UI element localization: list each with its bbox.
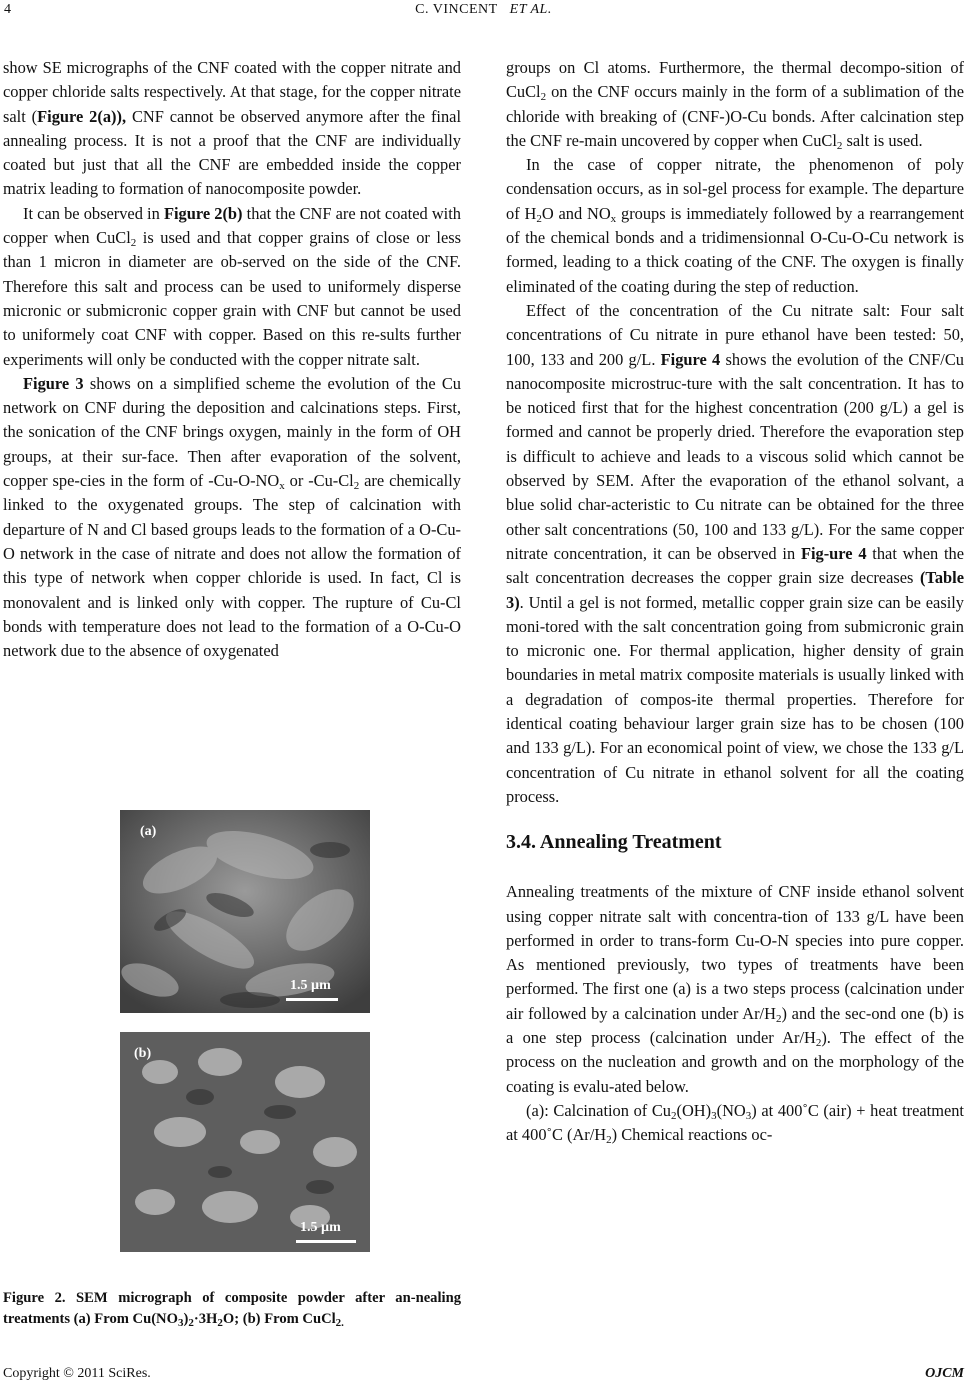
right-paragraph-3: Effect of the concentration of the Cu nitrate salt: Four salt concentrations of Cu nitrate in pure ethanol have been tested: 50, 100, 133 and 200 g/L. Figure 4 shows the evolution of the CNF/Cu nanocomposite microstruc-ture with the salt concentration. It has to be noticed first that for the highest concentration (200 g/L) a gel is formed and cannot be properly dried. Therefore the evaporation step is difficult to achieve and leads to a viscous solid which cannot be observed by SEM. After the evaporation of the ethanol solvant, a blue solid char-acteristic to Cu nitrate can be obtained for the three other salt concentrations (50, 100 and 133 g/L). For the same copper nitrate concentration, it can be observed in Fig-ure 4 that when the salt concentration decreases the copper grain size decreases (Table 3). Until a gel is not formed, metallic copper grain size can be easily moni-tored with the salt concentration going from submicronic grain to micronic one. For thermal application, higher density of grain boundaries in metal matrix composite materials is usually linked with a degradation of compos-ite thermal properties. Therefore for identical coating behaviour larger grain size has to be chosen (100 and 133 g/L). For an economical point of view, we chose the 133 g/L concentration of Cu nitrate in ethanol solvent for all the coating process. — [506, 300, 964, 806]
figure-3-ref: Figure 3 — [23, 373, 84, 393]
running-head-authors: C. VINCENT — [415, 2, 498, 17]
section-title: 3.4. Annealing Treatment — [506, 831, 722, 854]
copyright-footer: Copyright © 2011 SciRes. — [3, 1366, 151, 1381]
running-head-et-al: ET AL. — [509, 2, 552, 17]
panel-label-a: (a) — [140, 824, 157, 839]
page-number: 4 — [4, 2, 11, 17]
running-head — [0, 2, 967, 18]
right-paragraph-2: In the case of copper nitrate, the phenomenon of poly condensation occurs, as in sol-gel process for example. The departure of $H_2O$ and $NO_x$ groups is immediately followed by a rearrangement of the chemical bonds and a tridimensionnal O-Cu-O-Cu network is formed, leading to a thick coating of the CNF. The oxygen is finally eliminated of the coating during the step of reduction. — [506, 155, 965, 296]
figure-2a-ref: Figure 2(a)), — [37, 106, 127, 126]
scale-label-a: 1.5 µm — [290, 978, 331, 993]
left-paragraph-1: show SE micrographs of the CNF coated with the copper nitrate and copper chloride salts respectively. At that stage, for the copper nitrate salt (Figure 2(a)), CNF cannot be observed anymore after the final annealing process. It is not a proof that the CNF are individually coated but just that all the CNF are embedded inside the copper matrix leading to formation of nanocomposite powder. — [3, 58, 462, 199]
left-paragraph-3: Figure 3 shows on a simplified scheme the evolution of the Cu network on CNF during the deposition and calcinations steps. First, the sonication of the CNF brings oxygen, mainly in the form of OH groups, at their sur-face. Then after evaporation of the solvent, copper spe-cies in the form of $-Cu-O-NO_x$ or $-Cu-Cl_2$ are chemically linked to the oxygenated groups. The step of calcination with departure of N and Cl based groups leads to the formation of a O-Cu-O network in the case of nitrate and does not allow the formation of this type of network when copper chloride is used. In fact, Cl is monovalent and is linked only with copper. The rupture of Cu-Cl bonds with temperature does not lead to the formation of a O-Cu-O network due to the absence of oxygenated — [3, 373, 461, 661]
right-column — [506, 56, 964, 1147]
table-3-ref: (Table 3) — [506, 568, 964, 612]
figure-2b-ref: Figure 2(b) — [163, 203, 243, 223]
right-paragraph-5: (a): Calcination of $Cu_2(OH)_3(NO_3)$ at 400˚C (air) + heat treatment at 400˚C $(Ar/H_2)$ Chemical reactions oc- — [506, 1100, 964, 1147]
scale-label-b: 1.5 µm — [300, 1220, 341, 1235]
figure-caption: Figure 2. SEM micrograph of composite powder after an-nealing treatments (a) From $Cu(NO_3)_2\cdot 3H_2O$; (b) From CuCl$_{2.}$ — [3, 1290, 461, 1329]
figure-4-ref-2: Fig-ure 4 — [800, 543, 867, 563]
sem-micrograph-a — [120, 810, 370, 1013]
scale-bar-a — [286, 998, 338, 1001]
journal-footer: OJCM — [925, 1366, 964, 1381]
panel-label-b: (b) — [134, 1046, 152, 1061]
right-paragraph-4: Annealing treatments of the mixture of CNF inside ethanol solvent using copper nitrate salt with concentra-tion of 133 g/L have been performed in order to trans-form Cu-O-N species into pure copper. As mentioned previously, two types of treatments have been performed. The first one (a) is a two steps process (calcination under air followed by a calcination under $Ar/H_2$) and the sec-ond one (b) is a one step process (calcination under $Ar/H_2$). The effect of the process on the nucleation and growth and on the morphology of the coating is evalu-ated below. — [506, 882, 965, 1096]
sem-texture-a — [120, 810, 370, 1013]
right-paragraph-1: groups on Cl atoms. Furthermore, the thermal decompo-sition of CuCl$_2$ on the CNF occurs mainly in the form of a sublimation of the chloride with breaking of (CNF-)O-Cu bonds. After calcination step the CNF re-main uncovered by copper when CuCl$_2$ salt is used. — [506, 58, 964, 152]
left-column — [3, 56, 461, 663]
left-paragraph-2: It can be observed in Figure 2(b) that the CNF are not coated with copper when CuCl$_2$ is used and that copper grains of close or less than 1 micron in diameter are ob-served on the side of the CNF. Therefore this salt and process can be used to uniformely disperse micronic or submicronic copper grain with CNF but cannot be used to uniformely coat CNF with copper. Based on this re-sults further experiments will only be conducted with the copper nitrate salt. — [3, 203, 462, 369]
sem-micrograph-b — [120, 1032, 370, 1252]
figure-4-ref: Figure 4 — [660, 349, 721, 369]
sem-texture-b — [120, 1032, 370, 1252]
scale-bar-b — [296, 1240, 356, 1243]
